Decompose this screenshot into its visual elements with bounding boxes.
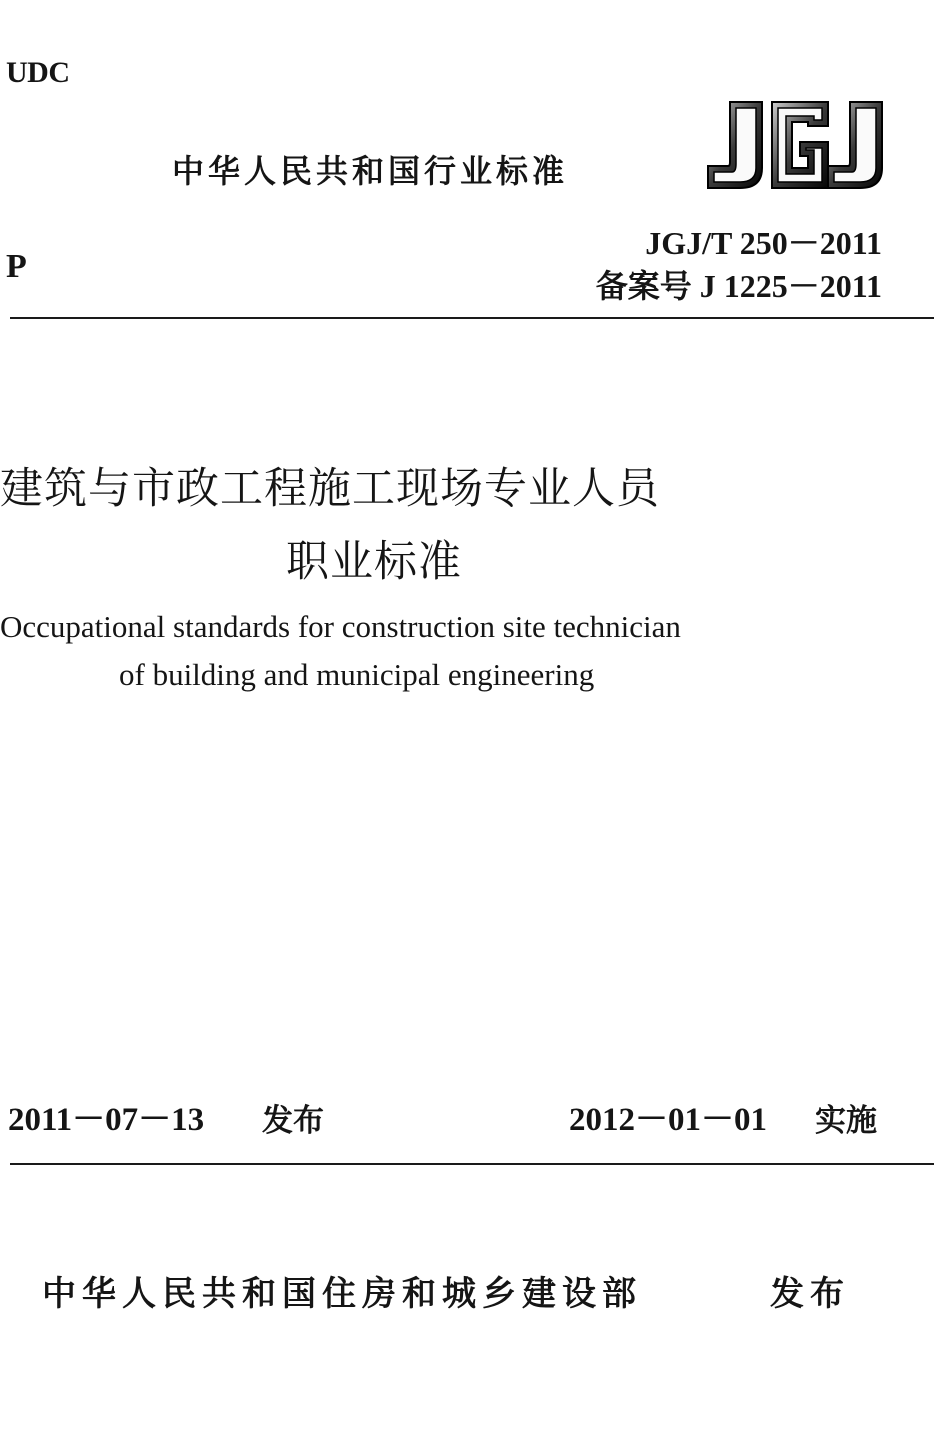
title-chinese-line1: 建筑与市政工程施工现场专业人员: [0, 464, 660, 514]
standard-number: JGJ/T 250－2011: [645, 225, 882, 261]
issue-date: 2011－07－13: [8, 1102, 205, 1138]
title-english-line2: of building and municipal engineering: [119, 657, 595, 692]
issue-label: 发布: [262, 1103, 324, 1139]
publisher: 中华人民共和国住房和城乡建设部: [42, 1274, 642, 1314]
udc-label: UDC: [6, 56, 70, 89]
jgj-logo: [700, 96, 890, 196]
record-number: 备案号 J 1225－2011: [595, 268, 882, 304]
header-divider: [10, 317, 934, 319]
standard-type: 中华人民共和国行业标准: [172, 152, 569, 190]
publish-label: 发布: [770, 1274, 850, 1314]
implementation-date: 2012－01－01: [569, 1102, 767, 1138]
classification-code: P: [6, 248, 27, 285]
implementation-label: 实施: [815, 1103, 877, 1139]
title-chinese-line2: 职业标准: [286, 537, 462, 587]
title-english-line1: Occupational standards for construction site technician: [0, 609, 681, 644]
footer-divider: [10, 1163, 934, 1165]
